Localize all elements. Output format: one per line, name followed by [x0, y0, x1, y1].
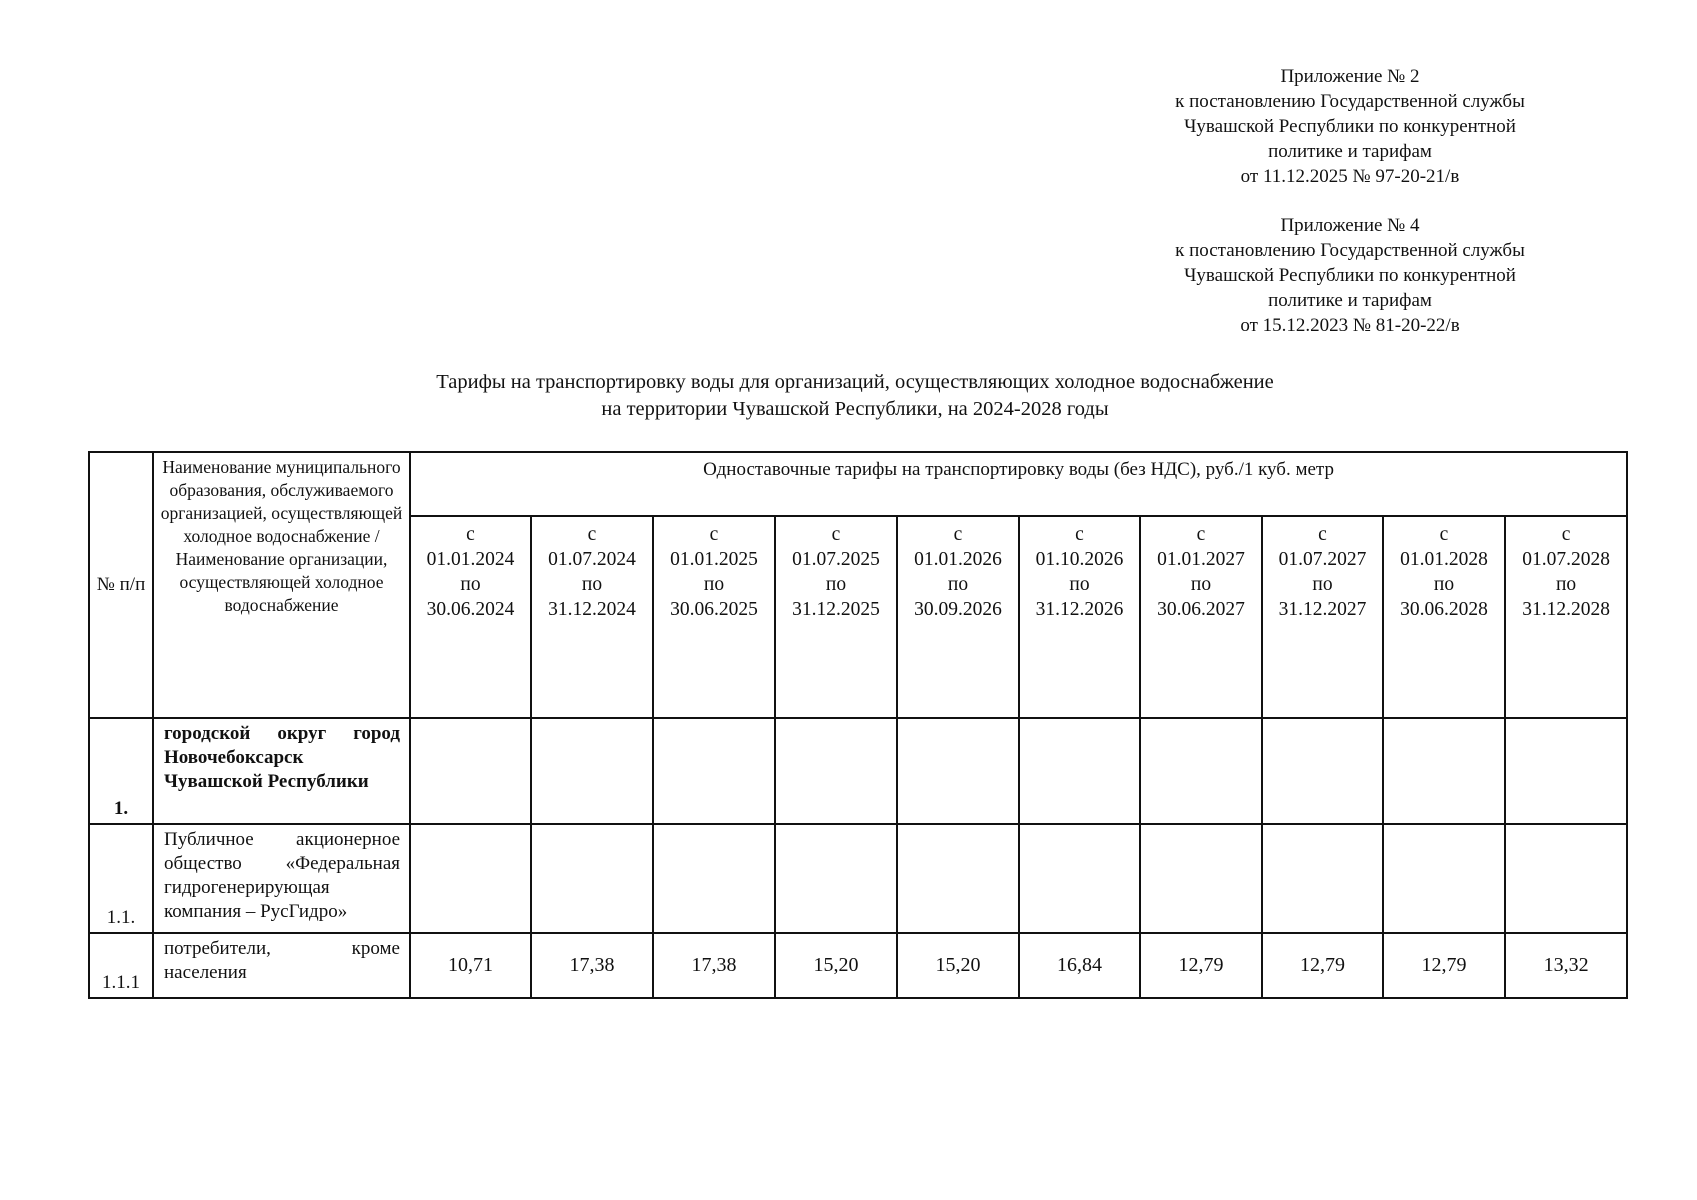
appendix-2-line3: Чувашской Республики по конкурентной	[1184, 116, 1516, 137]
header-name: Наименование муниципального образования, обслуживаемого организацией, осуществляющей холодное водоснабжение / Наименование организации, осуществляющей холодное водоснабжение	[153, 452, 410, 718]
header-row-top	[89, 452, 1627, 516]
tariff-value: 12,79	[1140, 933, 1262, 998]
period-from: 01.01.2025	[670, 549, 758, 570]
tariff-value	[1140, 824, 1262, 933]
header-period	[897, 516, 1019, 718]
tariffs-table	[88, 451, 1628, 999]
period-po: по	[460, 574, 481, 595]
period-po: по	[1433, 574, 1455, 595]
tariff-value	[410, 718, 531, 824]
tariff-value	[1262, 718, 1383, 824]
appendix-4-line1: Приложение № 4	[1280, 215, 1420, 236]
period-c: с	[1439, 524, 1449, 545]
row-num: 1.1.1	[89, 933, 153, 998]
tariff-value	[897, 718, 1019, 824]
tariff-value	[653, 718, 775, 824]
header-period	[410, 516, 531, 718]
appendix-4-line3: Чувашской Республики по конкурентной	[1184, 265, 1516, 286]
header-num: № п/п	[89, 452, 153, 718]
period-po: по	[1555, 574, 1577, 595]
appendix-2-line4: политике и тарифам	[1268, 141, 1432, 162]
appendix-2-line2: к постановлению Государственной службы	[1175, 91, 1525, 112]
tariff-value	[775, 718, 897, 824]
header-period	[531, 516, 653, 718]
period-po: по	[947, 574, 969, 595]
tariff-value	[653, 824, 775, 933]
period-from: 01.01.2024	[426, 549, 515, 570]
period-to: 30.06.2024	[426, 599, 515, 620]
tariff-value: 15,20	[775, 933, 897, 998]
appendix-4-header	[1110, 213, 1590, 338]
period-from: 01.01.2028	[1400, 549, 1488, 570]
document-title-line1: Тарифы на транспортировку воды для организаций, осуществляющих холодное водоснабжение	[436, 371, 1274, 393]
period-to: 31.12.2024	[548, 599, 636, 620]
period-to: 30.09.2026	[914, 599, 1002, 620]
appendix-4-line5: от 15.12.2023 № 81-20-22/в	[1240, 315, 1460, 336]
tariff-value: 17,38	[653, 933, 775, 998]
period-from: 01.10.2026	[1035, 549, 1124, 570]
header-period	[1019, 516, 1140, 718]
tariff-value: 16,84	[1019, 933, 1140, 998]
row-name: потребители, кроме населения	[153, 933, 410, 998]
appendix-4-line4: политике и тарифам	[1268, 290, 1432, 311]
appendix-2-line5: от 11.12.2025 № 97-20-21/в	[1240, 166, 1460, 187]
header-period	[1140, 516, 1262, 718]
tariff-value: 12,79	[1383, 933, 1505, 998]
period-po: по	[1069, 574, 1090, 595]
tariff-value	[1262, 824, 1383, 933]
tariff-value: 10,71	[410, 933, 531, 998]
period-from: 01.01.2027	[1157, 549, 1245, 570]
tariff-value: 17,38	[531, 933, 653, 998]
period-from: 01.07.2025	[792, 549, 880, 570]
tariff-value	[775, 824, 897, 933]
row-num: 1.1.	[89, 824, 153, 933]
appendix-2-header	[1110, 64, 1590, 189]
period-po: по	[1190, 574, 1212, 595]
appendix-2-line1: Приложение № 2	[1280, 66, 1420, 87]
period-c: с	[709, 524, 719, 545]
period-c: с	[587, 524, 597, 545]
document-title	[200, 369, 1510, 423]
header-period	[1383, 516, 1505, 718]
period-to: 30.06.2025	[670, 599, 758, 620]
tariff-value: 15,20	[897, 933, 1019, 998]
period-c: с	[953, 524, 963, 545]
period-to: 31.12.2027	[1278, 599, 1367, 620]
document-title-line2: на территории Чувашской Республики, на 2024-2028 годы	[601, 398, 1109, 420]
tariff-value	[1505, 824, 1627, 933]
tariff-value	[1505, 718, 1627, 824]
tariff-value: 13,32	[1505, 933, 1627, 998]
period-from: 01.01.2026	[914, 549, 1002, 570]
header-period	[775, 516, 897, 718]
period-to: 31.12.2025	[792, 599, 880, 620]
period-c: с	[1561, 524, 1571, 545]
period-c: с	[831, 524, 841, 545]
header-period	[1262, 516, 1383, 718]
period-to: 30.06.2027	[1157, 599, 1245, 620]
period-from: 01.07.2028	[1522, 549, 1610, 570]
period-c: с	[1196, 524, 1206, 545]
tariff-value	[1019, 824, 1140, 933]
header-tariff-group: Одноставочные тарифы на транспортировку воды (без НДС), руб./1 куб. метр	[410, 452, 1627, 516]
period-po: по	[703, 574, 725, 595]
tariff-value	[1383, 718, 1505, 824]
period-to: 31.12.2026	[1035, 599, 1124, 620]
row-name: Публичное акционерное общество «Федеральная гидрогенерирующая компания – РусГидро»	[153, 824, 410, 933]
period-po: по	[825, 574, 847, 595]
period-to: 31.12.2028	[1522, 599, 1610, 620]
period-from: 01.07.2024	[548, 549, 636, 570]
period-c: с	[1075, 524, 1084, 545]
period-po: по	[581, 574, 603, 595]
tariff-value: 12,79	[1262, 933, 1383, 998]
tariff-value	[410, 824, 531, 933]
tariff-value	[897, 824, 1019, 933]
period-c: с	[1318, 524, 1327, 545]
header-period	[1505, 516, 1627, 718]
appendix-4-line2: к постановлению Государственной службы	[1175, 240, 1525, 261]
header-period	[653, 516, 775, 718]
tariff-value	[1140, 718, 1262, 824]
period-from: 01.07.2027	[1278, 549, 1367, 570]
tariff-value	[1383, 824, 1505, 933]
table-row	[89, 933, 1627, 998]
tariff-value	[1019, 718, 1140, 824]
period-c: с	[466, 524, 475, 545]
row-num: 1.	[89, 718, 153, 824]
table-row	[89, 824, 1627, 933]
tariff-value	[531, 824, 653, 933]
tariff-value	[531, 718, 653, 824]
table-row	[89, 718, 1627, 824]
period-to: 30.06.2028	[1400, 599, 1488, 620]
row-name: городской округ город Новочебоксарск Чувашской Республики	[153, 718, 410, 824]
period-po: по	[1312, 574, 1333, 595]
